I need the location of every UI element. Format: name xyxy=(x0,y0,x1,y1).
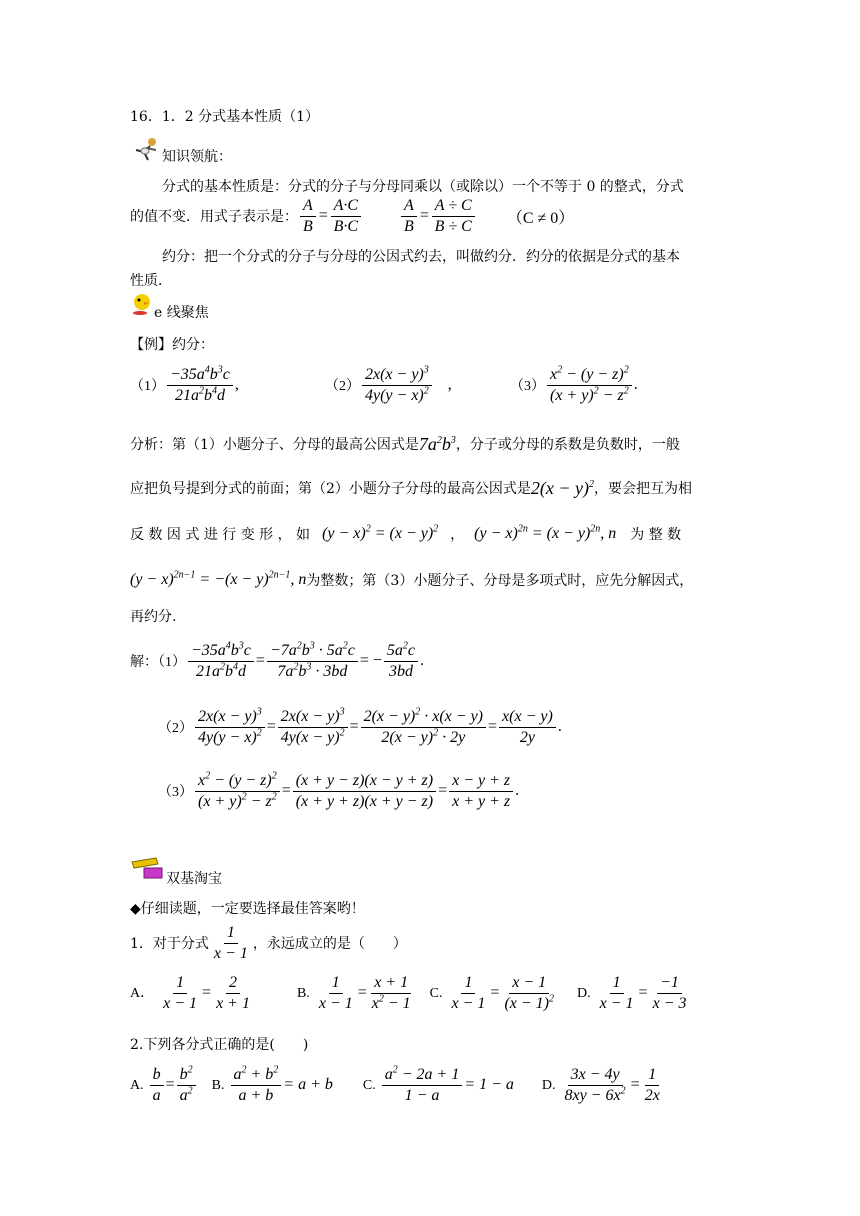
condition: （C ≠ 0） xyxy=(506,209,575,227)
q1-option-b-label: B. xyxy=(296,985,310,1001)
example-1-label: （1） xyxy=(130,379,165,394)
example-2: （2） $2x(x - y)^3$ $4y(y - x)^2$ , xyxy=(325,364,452,404)
q2-option-a[interactable]: A. $\frac{b}{a}$ = $\frac{b^2}{a^2}$ xyxy=(130,1065,198,1106)
example-2-label: （2） xyxy=(325,379,360,394)
question-1-options xyxy=(130,970,691,1016)
q2-option-b[interactable]: B. $\frac{a^2 + b^2}{a + b}$ = a + b xyxy=(211,1064,333,1104)
paragraph-property: 分式的基本性质是：分式的分子与分母同乘以（或除以）一个不等于 0 的整式，分式 xyxy=(162,179,684,195)
question-1-text: 1．对于分式 xyxy=(130,936,209,952)
formula-multiply: $\frac{A}{B}$ = $\frac{A\cdot C}{B\cdot C}$ xyxy=(298,196,363,237)
q1-option-a-label: A． xyxy=(130,985,155,1001)
paragraph-reduce-2: 性质． xyxy=(130,273,172,289)
q1-option-d-label: D. xyxy=(577,985,591,1001)
page-title: 16．1．2 分式基本性质（1） xyxy=(130,109,319,125)
example-3-label: （3） xyxy=(510,379,545,394)
analysis-text-5: 再约分. xyxy=(130,609,177,625)
q2-option-d[interactable]: D. $\frac{3x - 4y}{8xy - 6x^2}$ = $\frac{1}{2x}$ xyxy=(541,1065,660,1104)
question-2-text: 2.下列各分式正确的是( ) xyxy=(130,1037,309,1053)
q1-option-a[interactable]: A． $\frac{1}{x - 1}$ = $\frac{2}{x + 1}$ xyxy=(130,973,250,1012)
q1-option-c-label: C. xyxy=(429,985,443,1001)
solution-2-label: （2） xyxy=(158,721,193,736)
analysis-line-2: 应把负号提到分式的前面；第（2）小题分子分母的最高公因式是 $2(x - y)^2$ ，要会把互为相 xyxy=(130,477,693,498)
analysis-text-2: 应把负号提到分式的前面；第（2）小题分子分母的最高公因式是 xyxy=(130,481,531,497)
analysis-text-3b: 为 整 数 xyxy=(630,527,682,543)
q2-option-c-label: C. xyxy=(362,1077,376,1093)
q1-option-b[interactable]: B. $\frac{1}{x - 1}$ = $\frac{x + 1}{x^2 - 1}$ xyxy=(296,973,411,1012)
analysis-text-3: 反 数 因 式 进 行 变 形 ， 如 xyxy=(130,527,311,543)
solution-1: 解：（1） $-35a^4b^3c$ $21a^2b^4d$ = $-7a^2b^3 \cdot 5a^2c$ $7a^2b^3 \cdot 3bd$ = − $5a^2c$ 3bd . xyxy=(130,640,424,680)
section-knowledge: 知识领航： xyxy=(162,149,232,165)
solution-2: （2） $2x(x - y)^3$ $4y(y - x)^2$ = $2x(x - y)^3$ $4y(x - y)^2$ = $2(x - y)^2 \cdot x(x - y)$ $2(x - y)^2 \cdot 2y$ = x(x − y) 2y . xyxy=(158,706,562,746)
analysis-text-1b: ，分子或分母的系数是负数时，一般 xyxy=(455,437,680,453)
analysis-line-4: $(y - x)^{2n-1} = -(x - y)^{2n-1}$, n 为整数；第（3）小题分子、分母是多项式时，应先分解因式， xyxy=(130,569,694,589)
q2-option-b-label: B. xyxy=(211,1077,225,1093)
analysis-line-1: 分析：第（1）小题分子、分母的最高公因式是 $7a^2b^3$ ，分子或分母的系数是负数时，一般 xyxy=(130,433,680,454)
question-2-options xyxy=(130,1062,665,1108)
example-heading: 【例】约分： xyxy=(130,337,214,353)
solution-3-label: （3） xyxy=(158,785,193,800)
q1-option-c[interactable]: C. $\frac{1}{x - 1}$ = $\frac{x - 1}{(x - 1)^2}$ xyxy=(429,973,554,1012)
formula-divide: $\frac{A}{B}$ = $\frac{A \div C}{B \div C}$ xyxy=(399,196,477,237)
q1-option-d[interactable]: D. $\frac{1}{x - 1}$ = $\frac{-1}{x - 3}$ xyxy=(577,973,687,1012)
section-basics: 双基淘宝 xyxy=(166,871,222,887)
tip-text: ◆仔细读题，一定要选择最佳答案哟！ xyxy=(130,901,365,917)
question-1: 1．对于分式 1 x − 1 ，永远成立的是（ ） xyxy=(130,923,407,962)
example-1: （1） $-35a^4b^3c$ $21a^2b^4d$ , xyxy=(130,364,239,404)
paragraph-reduce: 约分：把一个分式的分子与分母的公因式约去，叫做约分．约分的依据是分式的基本 xyxy=(162,249,680,265)
solution-label: 解：（1） xyxy=(130,655,186,670)
analysis-text-4: 为整数；第（3）小题分子、分母是多项式时，应先分解因式， xyxy=(306,573,694,589)
chick-icon xyxy=(130,292,154,316)
analysis-line-3: 反 数 因 式 进 行 变 形 ， 如 $(y - x)^2 = (x - y)^2$ ， $(y - x)^{2n} = (x - y)^{2n}$, n 为 整 数 xyxy=(130,523,682,543)
paragraph-property-2: 的值不变．用式子表示是： xyxy=(130,209,298,225)
runner-icon xyxy=(130,136,162,162)
section-focus: e 线聚焦 xyxy=(154,305,209,321)
solution-3: （3） $x^2 - (y - z)^2$ $(x + y)^2 - z^2$ = (x + y − z)(x − y + z) (x + y + z)(x + y − z) = x − y + z x + y + z . xyxy=(158,770,520,810)
q2-option-d-label: D. xyxy=(541,1077,556,1093)
pencil-eraser-icon xyxy=(130,856,166,882)
q2-option-a-label: A. xyxy=(130,1077,144,1093)
q2-option-c[interactable]: C. $\frac{a^2 - 2a + 1}{1 - a}$ = 1 − a xyxy=(362,1064,514,1104)
example-3: （3） $x^2 - (y - z)^2$ $(x + y)^2 - z^2$ . xyxy=(510,364,638,404)
property-formula-line xyxy=(130,196,574,236)
analysis-text-2b: ，要会把互为相 xyxy=(594,481,693,497)
analysis-text-1: 分析：第（1）小题分子、分母的最高公因式是 xyxy=(130,437,419,453)
question-1-text-2: ，永远成立的是（ ） xyxy=(252,936,407,952)
